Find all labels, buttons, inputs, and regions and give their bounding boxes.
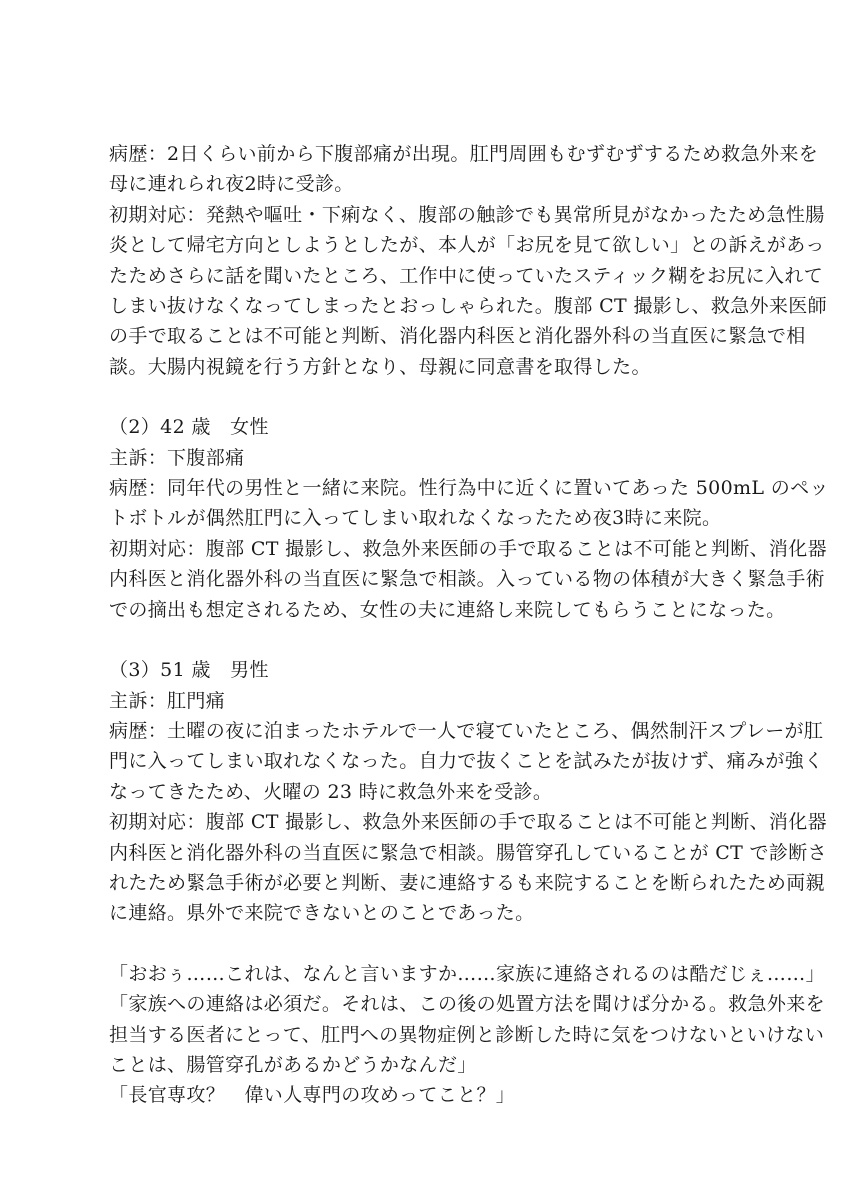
text-line: たためさらに話を聞いたところ、工作中に使っていたスティック糊をお尻に入れて [109, 264, 824, 287]
text-line: 病歴：土曜の夜に泊まったホテルで一人で寝ていたところ、偶然制汗スプレーが肛 [109, 719, 824, 742]
case1-history [109, 139, 819, 200]
case1-initial-response [109, 200, 827, 382]
case3-heading: （3）51 歳 男性 [109, 659, 269, 682]
document-body [109, 139, 829, 1111]
text-line: 炎として帰宅方向としようとしたが、本人が「お尻を見て欲しい」との訴えがあっ [109, 234, 825, 257]
text-line: 門に入ってしまい取れなくなった。自力で抜くことを試みたが抜けず、痛みが強く [109, 750, 824, 773]
dialogue-line: 担当する医者にとって、肛門への異物症例と診断した時に気をつけないといけない [109, 1023, 825, 1046]
text-line: での摘出も想定されるため、女性の夫に連絡し来院してもらうことになった。 [109, 598, 786, 621]
text-line: 初期対応：腹部 CT 撮影し、救急外来医師の手で取ることは不可能と判断、消化器 [109, 811, 827, 834]
dialogue-block [109, 959, 825, 1111]
text-line: 病歴：同年代の男性と一緒に来院。性行為中に近くに置いてあった 500mL のペッ [109, 477, 829, 500]
case3-history [109, 716, 824, 807]
text-line: の手で取ることは不可能と判断、消化器内科医と消化器外科の当直医に緊急で相 [109, 325, 806, 348]
text-line: なってきたため、火曜の 23 時に救急外来を受診。 [109, 780, 553, 803]
case3-initial-response [109, 807, 827, 929]
dialogue-line: ことは、腸管穿孔があるかどうかなんだ」 [109, 1053, 477, 1076]
text-line: れたため緊急手術が必要と判断、妻に連絡するも来院することを断られたため両親 [109, 871, 825, 894]
case2-heading: （2）42 歳 女性 [109, 416, 269, 439]
case2-initial-response [109, 534, 827, 625]
text-line: 初期対応：発熱や嘔吐・下痢なく、腹部の触診でも異常所見がなかったため急性腸 [109, 203, 825, 226]
text-line: 内科医と消化器外科の当直医に緊急で相談。腸管穿孔していることが CT で診断さ [109, 841, 827, 864]
text-line: 内科医と消化器外科の当直医に緊急で相談。入っている物の体積が大きく緊急手術 [109, 568, 825, 591]
text-line: しまい抜けなくなってしまったとおっしゃられた。腹部 CT 撮影し、救急外来医師 [109, 295, 827, 318]
case2-complaint: 主訴：下腹部痛 [109, 446, 245, 469]
case3-block [109, 655, 827, 929]
case2-history [109, 473, 829, 534]
case3-complaint: 主訴：肛門痛 [109, 689, 226, 712]
text-line: 母に連れられ夜2時に受診。 [109, 173, 354, 196]
case1-block [109, 139, 827, 382]
dialogue-line: 「家族への連絡は必須だ。それは、この後の処置方法を聞けば分かる。救急外来を [109, 993, 825, 1016]
text-line: に連絡。県外で来院できないとのことであった。 [109, 902, 535, 925]
text-line: 初期対応：腹部 CT 撮影し、救急外来医師の手で取ることは不可能と判断、消化器 [109, 537, 827, 560]
dialogue-line: 「長官専攻？ 偉い人専門の攻めってこと？」 [109, 1084, 516, 1107]
text-line: 談。大腸内視鏡を行う方針となり、母親に同意書を取得した。 [109, 355, 651, 378]
case2-block [109, 412, 829, 625]
text-line: トボトルが偶然肛門に入ってしまい取れなくなったため夜3時に来院。 [109, 507, 722, 530]
dialogue-line: 「おおぅ……これは、なんと言いますか……家族に連絡されるのは酷だじぇ……」 [109, 962, 825, 985]
text-line: 病歴：2日くらい前から下腹部痛が出現。肛門周囲もむずむずするため救急外来を [109, 143, 819, 165]
